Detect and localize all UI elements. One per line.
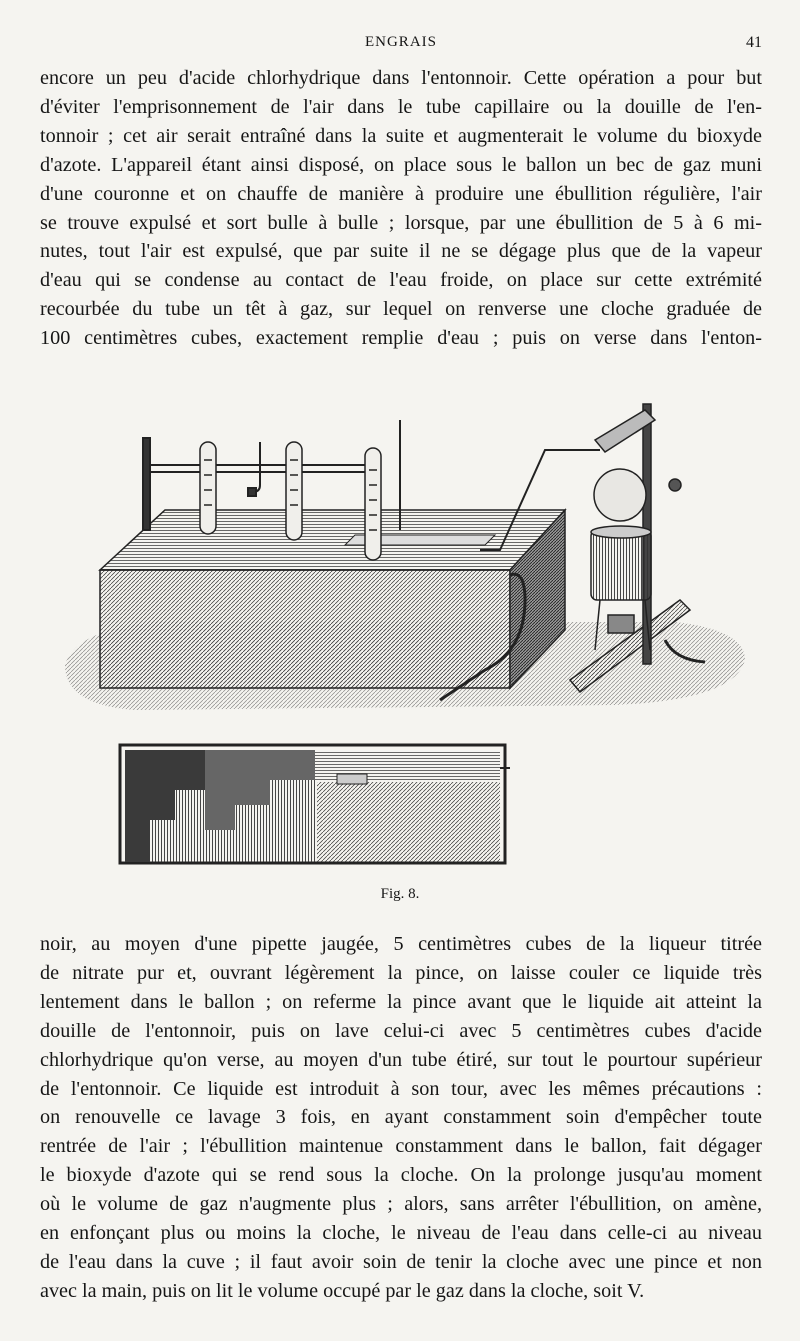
text-line: le bioxyde d'azote qui se rend sous la cloche. On la prolonge jusqu'au moment — [40, 1164, 762, 1187]
text-line: d'eau qui se condense au contact de l'eau froide, on place sur cette extrémité — [40, 269, 762, 292]
paragraph-2 — [40, 930, 762, 1306]
page-number: 41 — [746, 34, 762, 51]
text-line: de nitrate pur et, ouvrant légèrement la pince, on laisse couler ce liquide très — [40, 961, 762, 984]
text-line: tonnoir ; cet air serait entraîné dans la suite et augmenterait le volume du bioxyde — [40, 124, 762, 147]
text-line: d'éviter l'emprisonnement de l'air dans le tube capillaire ou la douille de l'en- — [40, 95, 762, 118]
text-line: se trouve expulsé et sort bulle à bulle ; lorsque, par une ébullition de 5 à 6 mi- — [40, 211, 762, 234]
trough-section — [120, 745, 510, 863]
text-line: en enfonçant plus ou moins la cloche, le niveau de l'eau dans celle-ci au niveau — [40, 1222, 762, 1245]
hook-tube — [248, 442, 260, 496]
text-line: d'azote. L'appareil étant ainsi disposé, on place sous le ballon un bec de gaz muni — [40, 153, 762, 176]
running-title: ENGRAIS — [364, 34, 437, 50]
text-line: noir, au moyen d'une pipette jaugée, 5 centimètres cubes de la liqueur titrée — [40, 933, 762, 955]
text-line: de l'eau dans la cuve ; il faut avoir soin de tenir la cloche avec une pince et non — [40, 1250, 762, 1273]
figure-caption: Fig. 8. — [380, 886, 420, 902]
text-line: douille de l'entonnoir, puis on lave celui-ci avec 5 centimètres cubes d'acide — [40, 1019, 762, 1042]
water-trough — [100, 510, 565, 688]
text-line: nutes, tout l'air est expulsé, que par suite il ne se dégage plus que de la vapeur — [40, 240, 762, 263]
text-line: lentement dans le ballon ; on referme la pince avant que le liquide ait atteint la — [40, 990, 762, 1013]
text-line: rentrée de l'air ; l'ébullition maintenue constamment dans le ballon, fait dégager — [40, 1135, 762, 1158]
text-line: on renouvelle ce lavage 3 fois, en ayant constamment soin d'empêcher toute — [40, 1106, 762, 1129]
text-line: d'une couronne et on chauffe de manière à produire une ébullition régulière, l'air — [40, 182, 762, 205]
text-line: chlorhydrique qu'on verse, au moyen d'un tube étiré, sur tout le pourtour supérieur — [40, 1048, 762, 1071]
text-line: recourbée du tube un têt à gaz, sur lequel on renverse une cloche graduée de — [40, 298, 762, 321]
page-header — [40, 34, 762, 56]
text-line: avec la main, puis on lit le volume occupé par le gaz dans la cloche, soit V. — [40, 1279, 645, 1302]
text-line: de l'entonnoir. Ce liquide est introduit à son tour, avec les mêmes précautions : — [40, 1077, 762, 1100]
paragraph-1 — [40, 64, 762, 353]
apparatus-figure — [55, 400, 755, 870]
text-line: où le volume de gaz n'augmente plus ; alors, sans arrêter l'ébullition, on amène, — [40, 1193, 762, 1216]
text-line: encore un peu d'acide chlorhydrique dans l'entonnoir. Cette opération a pour but — [40, 67, 762, 89]
text-line: 100 centimètres cubes, exactement remplie d'eau ; puis on verse dans l'enton- — [40, 327, 762, 350]
